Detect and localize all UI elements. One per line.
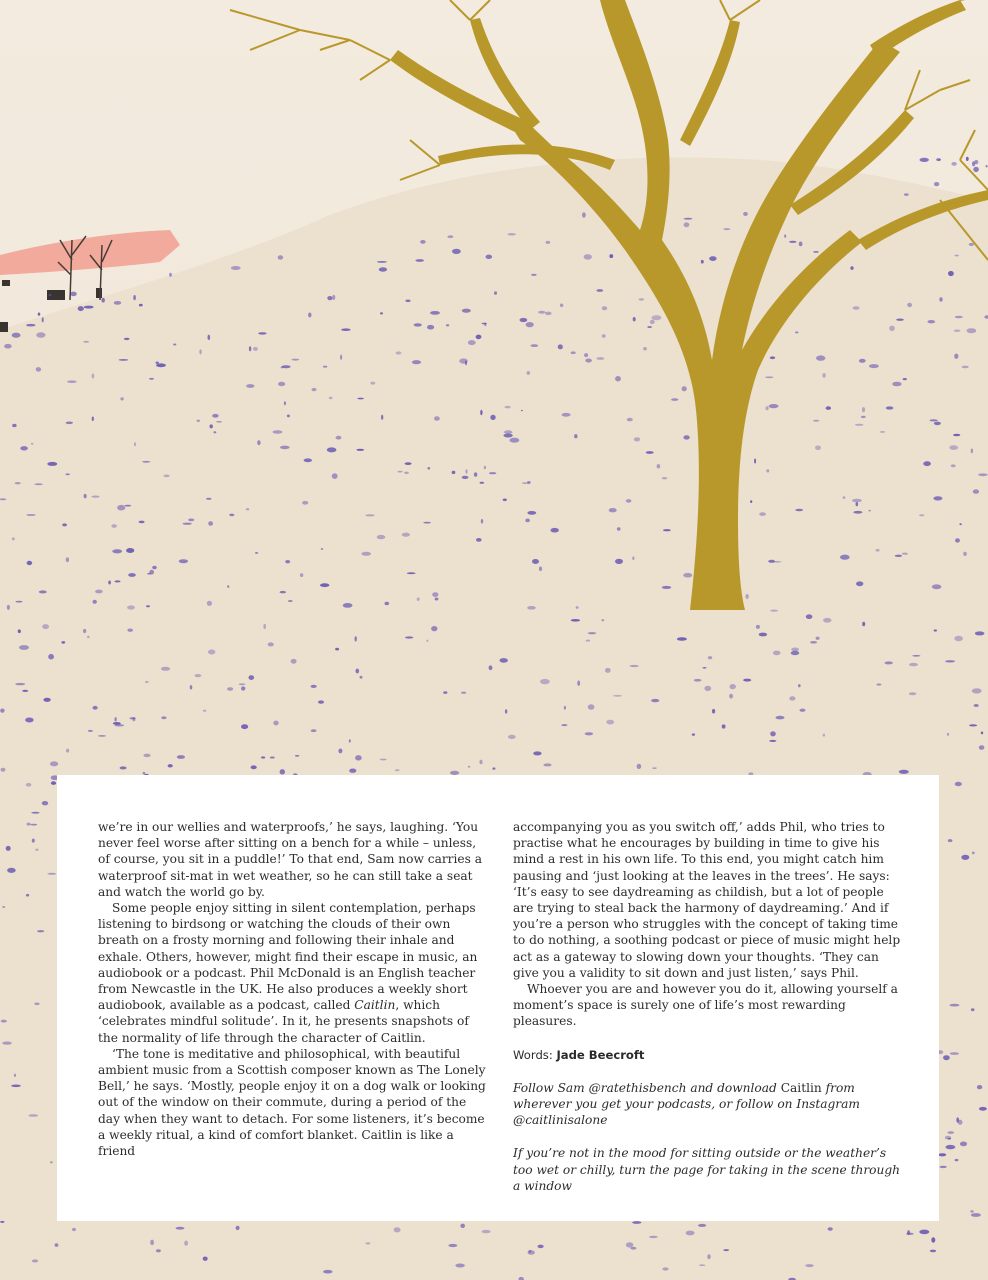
podcast-title: Caitlin	[354, 998, 396, 1013]
article-panel	[57, 775, 939, 1221]
paragraph: Whoever you are and however you do it, allowing yourself a moment’s space is surely one of life’s most rewarding pleasures.	[513, 982, 898, 1029]
follow-note: Follow Sam @ratethisbench and download Caitlin from wherever you get your podcasts, or follow on Instagram @caitlinisalone	[513, 1080, 860, 1128]
podcast-title: Caitlin	[780, 1080, 822, 1095]
paragraph: ‘The tone is meditative and philosophical, with beautiful ambient music from a Scottish composer known as The Lonely Bell,’ he says. ‘Mostly, people enjoy it on a dog walk or looking out of the window on their commute, during a period of the day when they want to detach. For some listeners, it’s become a weekly ritual, a kind of comfort blanket. Caitlin is like a friend	[98, 1046, 486, 1159]
paragraph: Some people enjoy sitting in silent contemplation, perhaps listening to birdsong or watching the clouds of their own breath on a frosty morning and following their inhale and exhale. Others, however, might find their escape in music, an audiobook or a podcast. Phil McDonald is an English teacher from Newcastle in the UK. He also produces a weekly short audiobook, available as a podcast, called Caitlin, which ‘celebrates mindful solitude’. In it, he presents snapshots of the normality of life through the character of Caitlin.	[98, 901, 478, 1045]
paragraph: we’re in our wellies and waterproofs,’ he says, laughing. ‘You never feel worse after sitting on a bench for a while – unless, of course, you sit in a puddle!’ To that end, Sam now carries a waterproof sit-mat in wet weather, so he can still take a seat and watch the world go by.	[98, 820, 482, 899]
byline: Words: Jade Beecroft	[513, 1047, 645, 1062]
article-column-right	[513, 819, 905, 1194]
author-name: Jade Beecroft	[556, 1047, 645, 1062]
paragraph: accompanying you as you switch off,’ adds Phil, who tries to practise what he encourages by building in time to give his mind a rest in his own life. To this end, you might catch him pausing and ‘just looking at the leaves in the trees’. He says: ‘It’s easy to see daydreaming as childish, but a lot of people are trying to steal back the harmony of daydreaming.’ And if you’re a person who struggles with the concept of taking time to do nothing, a soothing podcast or piece of music might help act as a gateway to slowing down your thoughts. ‘They can give you a validity to sit down and just listen,’ says Phil.	[513, 820, 901, 980]
closing-note: If you’re not in the mood for sitting outside or the weather’s too wet or chilly, turn the page for taking in the scene through a window	[513, 1146, 900, 1193]
article-column-left	[98, 819, 486, 1159]
